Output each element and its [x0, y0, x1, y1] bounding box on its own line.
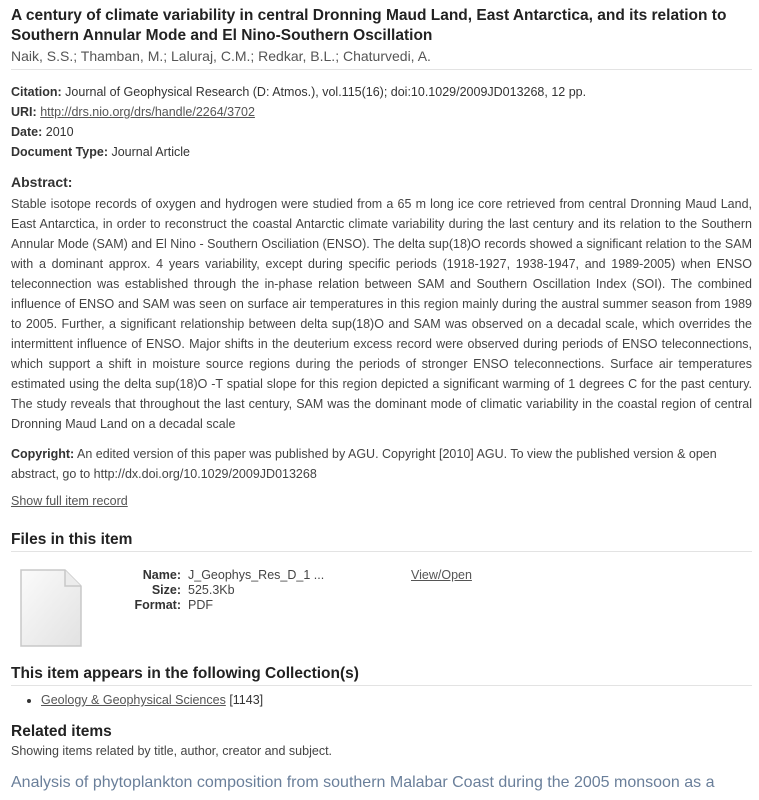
abstract-text: Stable isotope records of oxygen and hydrogen were studied from a 65 m long ice core retrieved from central Dronning Maud Land, East Antarctica, in order to reconstruct the coastal Antarctic climate variability during the last century and its relation to the Southern Annular Mode (SAM) and El Nino - Southern Osciliation (ENSO). The delta sup(18)O records showed a significant relation to the SAM with a dominant approx. 4 years variability, except during specific periods (1918-1927, 1938-1947, and 1989-2005) when ENSO teleconnection was established through the in-phase relation between SAM and Southern Oscillation Index (SOI). The combined influence of ENSO and SAM was seen on surface air temperatures in this region mainly during the austral summer season from 1989 to 2005. Further, a significant relationship between delta sup(18)O and SAM was observed on a decadal scale, which overrides the intermittent influence of ENSO. Major shifts in the deuterium excess record were observed during periods of ENSO teleconnections, which support a shift in moisture source regions during the periods of stronger ENSO teleconnections. Surface air temperatures estimated using the delta sup(18)O -T spatial slope for this region depicted a significant warming of 1 degrees C for the past century. The study reveals that throughout the last century, SAM was the dominant mode of climatic variability in the coastal region of central Dronning Maud Land on a decadal scale — [11, 197, 752, 431]
collection-link[interactable]: Geology & Geophysical Sciences — [41, 693, 226, 707]
item-view — [11, 0, 752, 793]
file-name-row — [111, 568, 324, 583]
file-properties — [111, 568, 324, 613]
file-size-label: Size: — [151, 583, 181, 597]
copyright-text: An edited version of this paper was published by AGU. Copyright [2010] AGU. To view the published version & open abstract, go to http://dx.doi.org/10.1029/2009JD013268 — [11, 447, 717, 481]
collections-heading: This item appears in the following Collection(s) — [11, 664, 752, 686]
related-item-link[interactable]: Analysis of phytoplankton composition from southern Malabar Coast during the 2005 monsoon as a — [11, 774, 715, 791]
citation-value: Journal of Geophysical Research (D: Atmos.), vol.115(16); doi:10.1029/2009JD013268, 12 pp. — [65, 85, 587, 99]
file-size-value: 525.3Kb — [188, 583, 235, 597]
doctype-label: Document Type: — [11, 145, 108, 159]
collection-count: [1143] — [229, 693, 264, 707]
copyright — [11, 444, 752, 484]
citation-row — [11, 82, 752, 102]
date-value: 2010 — [45, 125, 74, 139]
show-full-record-link[interactable]: Show full item record — [11, 494, 128, 508]
document-icon[interactable] — [19, 568, 83, 648]
copyright-label: Copyright: — [11, 447, 75, 461]
uri-link[interactable]: http://drs.nio.org/drs/handle/2264/3702 — [40, 105, 255, 119]
file-format-label: Format: — [134, 598, 181, 612]
view-open-link[interactable]: View/Open — [411, 568, 472, 582]
uri-label: URI: — [11, 105, 37, 119]
files-heading: Files in this item — [11, 530, 752, 552]
file-format-value: PDF — [188, 598, 213, 612]
uri-row — [11, 102, 752, 122]
date-label: Date: — [11, 125, 43, 139]
list-item — [41, 692, 752, 708]
file-name-label: Name: — [142, 568, 181, 582]
doctype-row — [11, 142, 752, 162]
citation-label: Citation: — [11, 85, 62, 99]
file-size-row — [111, 583, 324, 598]
abstract-heading: Abstract: — [11, 174, 73, 190]
file-name-value: J_Geophys_Res_D_1 ... — [188, 568, 325, 582]
date-row — [11, 122, 752, 142]
doctype-value: Journal Article — [111, 145, 190, 159]
related-subtitle: Showing items related by title, author, creator and subject. — [11, 744, 333, 758]
files-section — [11, 552, 752, 656]
page-title: A century of climate variability in central Dronning Maud Land, East Antarctica, and its relation to Southern Annular Mode and El Nino-Southern Oscillation — [11, 7, 727, 44]
collections-list — [11, 692, 752, 708]
metadata — [11, 82, 752, 162]
file-format-row — [111, 598, 324, 613]
authors: Naik, S.S.; Thamban, M.; Laluraj, C.M.; Redkar, B.L.; Chaturvedi, A. — [11, 46, 752, 70]
related-heading: Related items — [11, 723, 112, 740]
